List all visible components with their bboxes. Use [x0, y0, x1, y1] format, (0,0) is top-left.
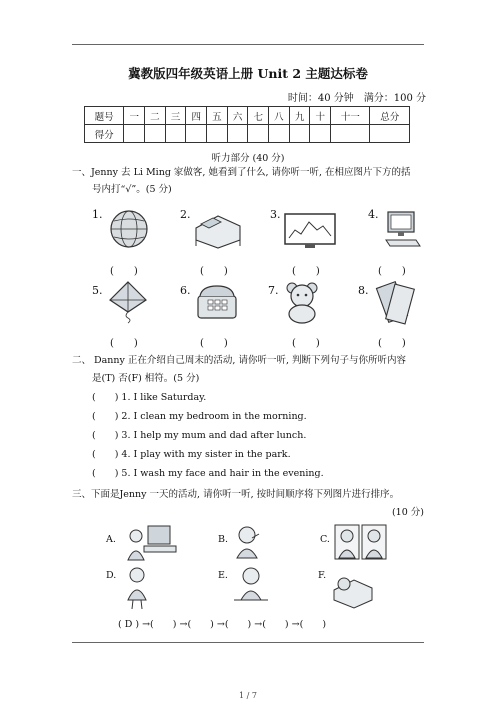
cell: 三 — [165, 107, 186, 125]
score-cell[interactable] — [124, 125, 145, 143]
cell: 九 — [289, 107, 310, 125]
q1-number: 8. — [358, 284, 369, 297]
score-table-header-row — [85, 107, 410, 125]
score-cell[interactable] — [186, 125, 207, 143]
score-table-score-row — [85, 125, 410, 143]
computer-icon — [382, 208, 424, 250]
q3-letter: F. — [318, 570, 327, 581]
teddy-bear-icon — [282, 280, 322, 324]
score-cell[interactable] — [269, 125, 290, 143]
listening-header: 听力部分 (40 分) — [211, 153, 285, 164]
cell: 十一 — [331, 107, 370, 125]
q2-instruction-line2: 是(T) 否(F) 相符。(5 分) — [92, 373, 200, 384]
q1-number: 5. — [92, 284, 103, 297]
girl-eating-icon — [234, 566, 268, 610]
cell: 七 — [248, 107, 269, 125]
bottom-rule — [72, 642, 424, 643]
q3-instruction: 三、下面是Jenny 一天的活动, 请你听一听, 按时间顺序将下列图片进行排序。 — [72, 489, 400, 500]
q3-points: (10 分) — [391, 507, 424, 518]
q3-letter: D. — [106, 570, 117, 581]
cell: 八 — [269, 107, 290, 125]
bed-icon — [193, 208, 243, 250]
q2-statement[interactable]: ( ) 1. I like Saturday. — [92, 392, 207, 403]
cell: 六 — [227, 107, 248, 125]
q1-number: 7. — [268, 284, 279, 297]
q3-letter: B. — [218, 534, 229, 545]
q1-number: 3. — [270, 208, 281, 221]
two-girls-icon — [334, 524, 388, 560]
cell: 五 — [207, 107, 228, 125]
q3-letter: A. — [106, 534, 116, 545]
cell: 总分 — [370, 107, 410, 125]
score-cell[interactable] — [165, 125, 186, 143]
q2-statement[interactable]: ( ) 4. I play with my sister in the park. — [92, 449, 291, 460]
q3-sequence[interactable]: ( D ) →( ) →( ) →( ) →( ) →( ) — [118, 619, 327, 630]
cell: 题号 — [85, 107, 124, 125]
score-cell[interactable] — [331, 125, 370, 143]
girl-in-bed-icon — [330, 566, 374, 610]
score-table — [84, 106, 410, 143]
q1-instruction-line1: 一、Jenny 去 Li Ming 家做客, 她看到了什么, 请你听一听, 在相应图片下方的括 — [72, 167, 411, 178]
answer-paren[interactable]: ( ) — [292, 338, 320, 349]
television-icon — [283, 212, 337, 250]
score-cell[interactable] — [145, 125, 166, 143]
kite-icon — [106, 280, 150, 324]
score-cell[interactable] — [370, 125, 410, 143]
exam-meta: 时间：40 分钟 满分：100 分 — [287, 93, 426, 104]
cell: 一 — [124, 107, 145, 125]
top-rule — [72, 44, 424, 45]
q1-number: 1. — [92, 208, 103, 221]
books-icon — [372, 280, 418, 326]
girl-brushing-teeth-icon — [232, 524, 262, 560]
girl-at-computer-icon — [124, 522, 180, 562]
answer-paren[interactable]: ( ) — [378, 266, 406, 277]
score-cell[interactable] — [227, 125, 248, 143]
q2-statement[interactable]: ( ) 5. I wash my face and hair in the evening. — [92, 468, 324, 479]
score-cell[interactable] — [289, 125, 310, 143]
q1-number: 6. — [180, 284, 191, 297]
cell: 十 — [310, 107, 331, 125]
q1-instruction-line2: 号内打“√”。(5 分) — [92, 184, 172, 195]
q1-number: 4. — [368, 208, 379, 221]
answer-paren[interactable]: ( ) — [200, 338, 228, 349]
page-title: 冀教版四年级英语上册 Unit 2 主题达标卷 — [128, 66, 368, 81]
q2-instruction-line1: 二、 Danny 正在介绍自己周末的活动, 请你听一听, 判断下列句子与你所听内容 — [72, 355, 407, 366]
answer-paren[interactable]: ( ) — [292, 266, 320, 277]
answer-paren[interactable]: ( ) — [110, 338, 138, 349]
q1-number: 2. — [180, 208, 191, 221]
cell: 得分 — [85, 125, 124, 143]
globe-icon — [108, 208, 150, 250]
cell: 二 — [145, 107, 166, 125]
score-cell[interactable] — [207, 125, 228, 143]
answer-paren[interactable]: ( ) — [110, 266, 138, 277]
q2-statement[interactable]: ( ) 2. I clean my bedroom in the morning. — [92, 411, 307, 422]
girl-with-bag-icon — [122, 566, 152, 610]
q3-letter: C. — [320, 534, 330, 545]
answer-paren[interactable]: ( ) — [200, 266, 228, 277]
q3-letter: E. — [218, 570, 228, 581]
page-number: 1 / 7 — [239, 691, 257, 700]
telephone-icon — [194, 284, 240, 322]
q2-statement[interactable]: ( ) 3. I help my mum and dad after lunch. — [92, 430, 307, 441]
answer-paren[interactable]: ( ) — [378, 338, 406, 349]
cell: 四 — [186, 107, 207, 125]
score-cell[interactable] — [248, 125, 269, 143]
score-cell[interactable] — [310, 125, 331, 143]
